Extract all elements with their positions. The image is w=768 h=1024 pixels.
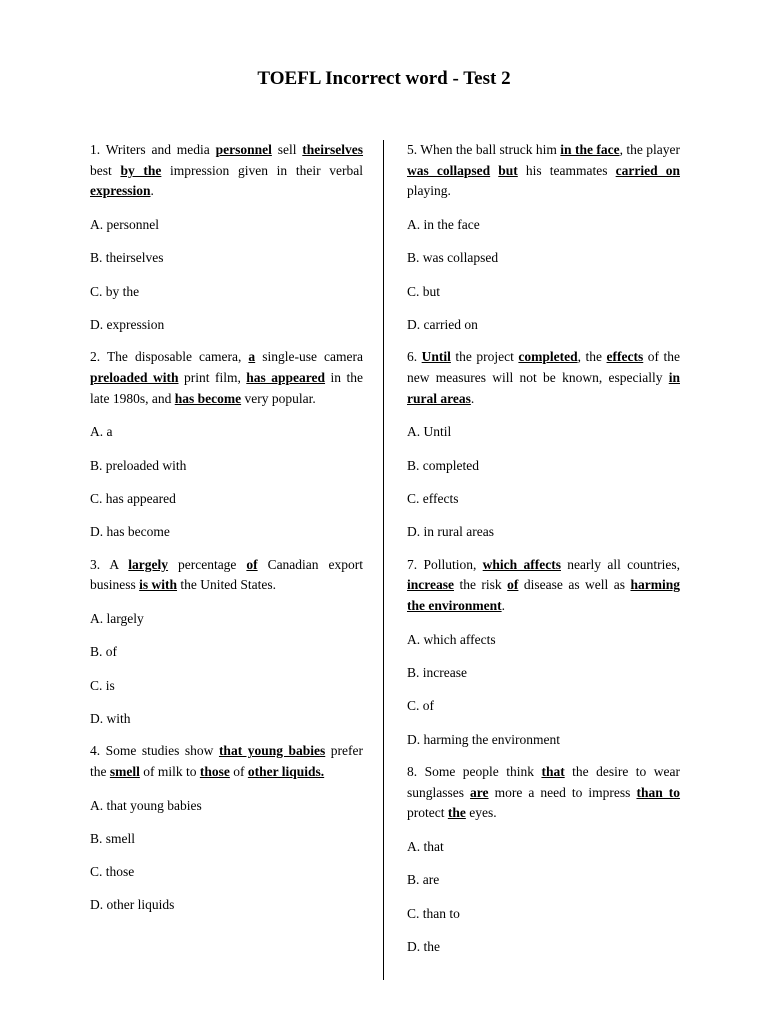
- question-text-segment: sell: [271, 142, 303, 157]
- question-text: [90, 347, 363, 409]
- underlined-phrase: of: [246, 556, 258, 572]
- underlined-phrase: largely: [128, 556, 169, 572]
- question-text-segment: prefer the: [90, 743, 363, 779]
- question-block: [90, 543, 363, 730]
- question-block: [407, 140, 680, 335]
- question-text: [407, 555, 680, 617]
- underlined-phrase: preloaded with: [90, 370, 179, 385]
- question-text-segment: the project: [450, 349, 519, 365]
- question-number: 7.: [407, 556, 424, 572]
- question-text: [407, 347, 680, 409]
- question-block: [407, 750, 680, 957]
- underlined-phrase: that: [541, 763, 565, 779]
- answer-option-d: D. has become: [90, 524, 170, 540]
- question-text-segment: more a need to impress: [488, 784, 637, 800]
- underlined-phrase: expression: [90, 183, 151, 199]
- answer-option-c: C. by the: [90, 283, 140, 299]
- underlined-phrase: effects: [606, 349, 644, 365]
- question-text-segment: , the player: [619, 142, 681, 157]
- answer-option-a: A. that: [407, 839, 444, 854]
- answer-option-d: D. the: [407, 938, 440, 954]
- question-text-segment: in the late 1980s, and: [90, 370, 363, 406]
- answer-option-b: B. are: [407, 872, 440, 888]
- question-text-segment: Some studies show: [105, 743, 219, 759]
- question-number: 8.: [407, 763, 425, 779]
- question-text-segment: When the ball struck him: [420, 142, 561, 157]
- question-text-segment: of the new measures will not be known, especially: [407, 349, 680, 385]
- underlined-phrase: than to: [636, 784, 681, 800]
- answer-option-a: A. which affects: [407, 631, 496, 647]
- underlined-phrase: a: [248, 349, 256, 365]
- answer-option-d: D. other liquids: [90, 897, 175, 913]
- answer-option-b: B. was collapsed: [407, 250, 499, 266]
- underlined-phrase: in the face: [560, 142, 620, 157]
- underlined-phrase: the: [447, 805, 466, 821]
- question-text-segment: , the: [577, 349, 607, 365]
- answer-option-c: C. of: [407, 698, 434, 714]
- answer-option-b: B. completed: [407, 457, 479, 473]
- answer-option-a: A. largely: [90, 611, 144, 626]
- answer-option-c: C. is: [90, 677, 115, 693]
- answer-option-c: C. effects: [407, 491, 459, 506]
- question-block: [90, 729, 363, 916]
- question-text-segment: .: [501, 598, 505, 613]
- question-text-segment: his teammates: [517, 162, 616, 178]
- underlined-phrase: carried on: [615, 162, 680, 178]
- question-number: 5.: [407, 142, 421, 157]
- question-text-segment: .: [470, 390, 475, 406]
- answer-option-b: B. increase: [407, 665, 467, 680]
- answer-option-a: A. in the face: [407, 217, 480, 233]
- question-text-segment: print film,: [178, 370, 247, 385]
- question-text-segment: nearly all countries,: [560, 556, 681, 572]
- answer-option-a: A. Until: [407, 424, 452, 440]
- question-text-segment: the risk: [454, 577, 508, 593]
- answer-option-b: B. of: [90, 644, 117, 660]
- answer-option-c: C. those: [90, 864, 135, 880]
- underlined-phrase: other liquids.: [247, 763, 325, 779]
- question-text-segment: the desire to wear sunglasses: [407, 763, 680, 800]
- question-text: [90, 555, 363, 596]
- question-text-segment: the United States.: [177, 577, 277, 593]
- underlined-phrase: completed: [518, 349, 578, 365]
- question-text-segment: Pollution,: [423, 556, 483, 572]
- question-text-segment: Canadian export business: [90, 556, 363, 593]
- answer-option-c: C. but: [407, 283, 441, 299]
- question-text-segment: playing.: [407, 183, 451, 199]
- answer-option-d: D. carried on: [407, 317, 478, 332]
- answer-option-b: B. smell: [90, 830, 136, 846]
- underlined-phrase: is with: [139, 577, 178, 593]
- underlined-phrase: harming the environment: [407, 577, 680, 613]
- underlined-phrase: Until: [421, 349, 451, 365]
- underlined-phrase: has become: [174, 390, 242, 406]
- question-number: 3.: [90, 556, 110, 572]
- underlined-phrase: which affects: [482, 556, 561, 572]
- answer-option-d: D. in rural areas: [407, 524, 494, 540]
- question-text-segment: protect: [407, 805, 448, 821]
- question-block: [90, 335, 363, 542]
- answer-option-a: A. a: [90, 424, 113, 440]
- question-text-segment: percentage: [168, 556, 247, 572]
- question-text-segment: impression given in their verbal: [161, 162, 363, 178]
- underlined-phrase: has appeared: [246, 370, 326, 385]
- answer-option-a: A. personnel: [90, 217, 159, 233]
- underlined-phrase: that young babies: [218, 743, 326, 759]
- answer-option-a: A. that young babies: [90, 797, 202, 813]
- underlined-phrase: smell: [109, 763, 140, 779]
- question-text-segment: best: [90, 162, 121, 178]
- underlined-phrase: in rural areas: [407, 370, 680, 406]
- question-text-segment: .: [150, 183, 154, 199]
- answer-option-d: D. expression: [90, 317, 165, 332]
- question-number: 6.: [407, 349, 422, 365]
- page-title: TOEFL Incorrect word - Test 2: [257, 68, 511, 89]
- underlined-phrase: but: [498, 162, 518, 178]
- left-column: [90, 140, 363, 916]
- underlined-phrase: personnel: [215, 142, 272, 157]
- column-divider: [383, 140, 384, 980]
- underlined-phrase: are: [470, 784, 489, 800]
- question-text-segment: very popular.: [241, 390, 316, 406]
- question-block: [407, 543, 680, 750]
- question-text-segment: of: [229, 763, 248, 779]
- question-text-segment: of milk to: [139, 763, 200, 779]
- question-number: 1.: [90, 142, 106, 157]
- question-text-segment: A: [109, 556, 129, 572]
- underlined-phrase: increase: [407, 577, 454, 593]
- question-text-segment: single-use camera: [255, 349, 363, 365]
- underlined-phrase: those: [199, 763, 230, 779]
- underlined-phrase: of: [507, 577, 519, 593]
- question-text-segment: The disposable camera,: [106, 349, 249, 365]
- answer-option-d: D. with: [90, 710, 131, 726]
- question-text: [90, 741, 363, 782]
- underlined-phrase: theirselves: [302, 142, 364, 157]
- answer-option-d: D. harming the environment: [407, 731, 560, 747]
- right-column: [407, 140, 680, 957]
- underlined-phrase: was collapsed: [407, 162, 491, 178]
- underlined-phrase: by the: [120, 162, 162, 178]
- question-text-segment: Some people think: [424, 763, 542, 779]
- question-text-segment: disease as well as: [518, 577, 631, 593]
- question-block: [407, 335, 680, 542]
- question-text-segment: eyes.: [465, 805, 497, 821]
- answer-option-b: B. theirselves: [90, 250, 164, 266]
- answer-option-c: C. than to: [407, 905, 460, 921]
- question-number: 4.: [90, 743, 106, 759]
- question-text: [407, 762, 680, 824]
- question-number: 2.: [90, 349, 107, 365]
- answer-option-b: B. preloaded with: [90, 457, 187, 473]
- question-text-segment: Writers and media: [105, 142, 216, 157]
- question-block: [90, 140, 363, 335]
- answer-option-c: C. has appeared: [90, 491, 176, 506]
- question-text: [407, 140, 680, 202]
- question-text: [90, 140, 363, 202]
